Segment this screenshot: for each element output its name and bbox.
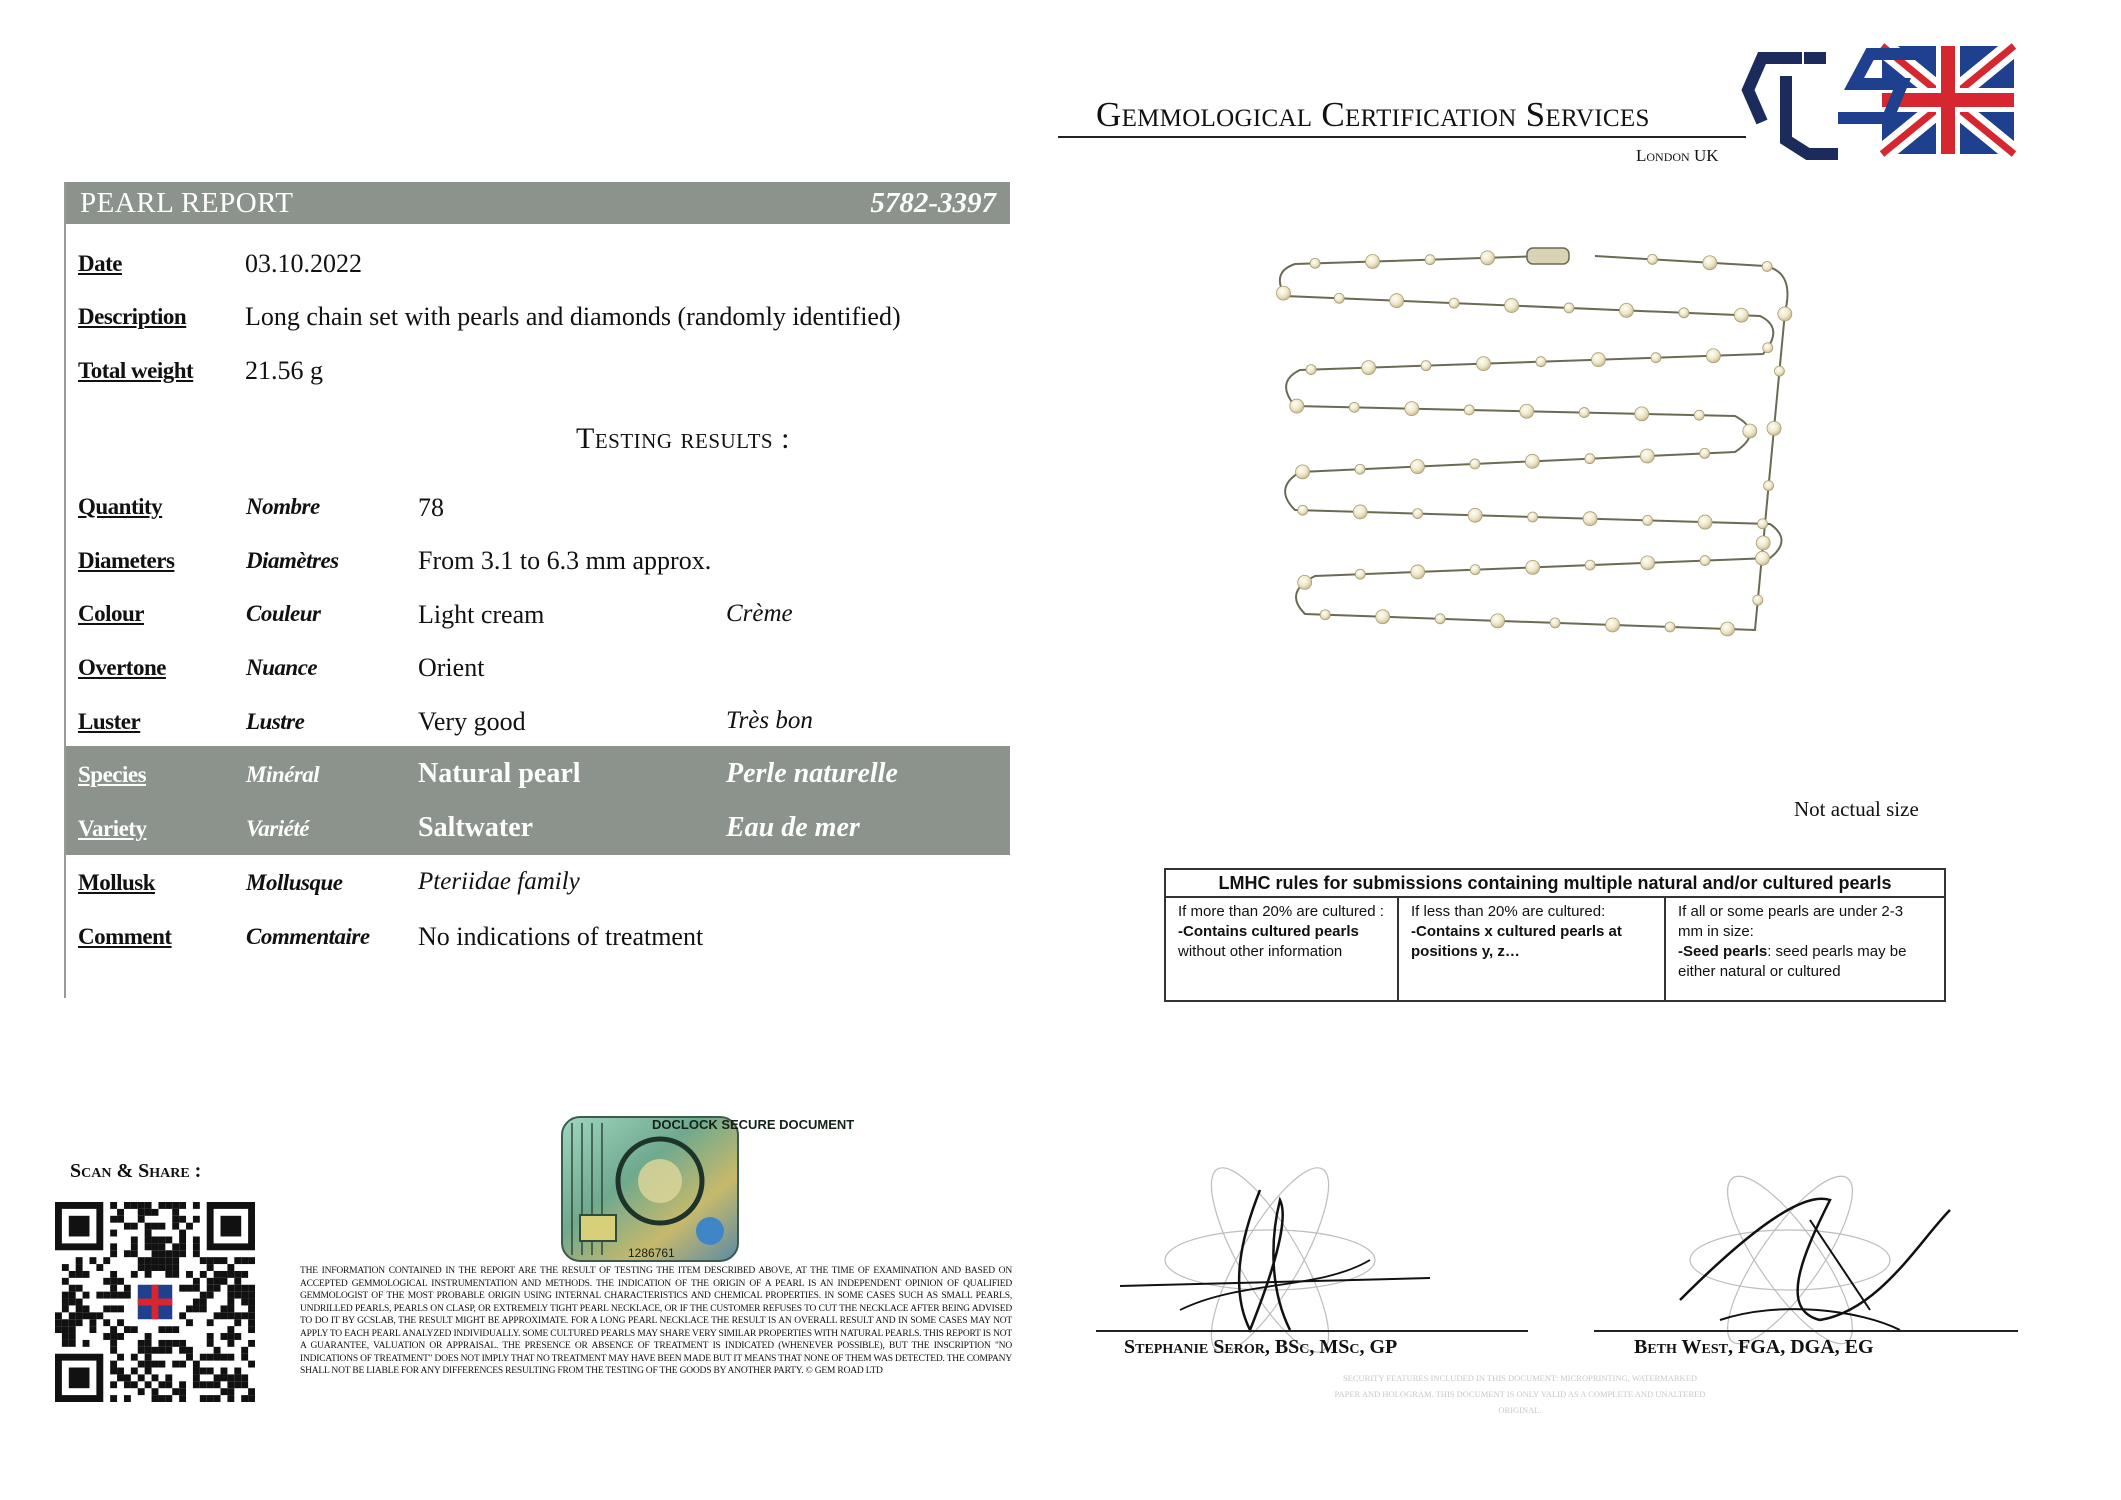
pearl-bead <box>1643 515 1653 525</box>
pearl-bead <box>1606 618 1620 632</box>
pearl-bead <box>1520 404 1534 418</box>
lmhc-col2-bold: -Contains x cultured pearls at positions y, z… <box>1411 923 1622 960</box>
species-label: Species <box>78 762 147 787</box>
comment-label-fr: Commentaire <box>246 924 370 949</box>
pearl-bead <box>1298 505 1308 515</box>
pearl-bead <box>1468 508 1482 522</box>
pearl-bead <box>1756 536 1770 550</box>
pearl-bead <box>1276 286 1290 300</box>
luster-label: Luster <box>78 709 141 734</box>
description-label: Description <box>78 304 187 329</box>
luster-value: Very good <box>418 707 526 736</box>
pearl-bead <box>1411 565 1425 579</box>
pearl-bead <box>1355 464 1365 474</box>
lmhc-column-2 <box>1399 898 1666 1000</box>
pearl-bead <box>1376 610 1390 624</box>
pearl-bead <box>1290 399 1304 413</box>
quantity-label-fr: Nombre <box>246 494 320 519</box>
pearl-bead <box>1694 410 1704 420</box>
hologram-number: 1286761 <box>628 1246 675 1260</box>
pearl-bead <box>1421 361 1431 371</box>
pearl-bead <box>1477 357 1491 371</box>
pearl-bead <box>1585 560 1595 570</box>
signature-line-2 <box>1594 1330 2018 1332</box>
colour-value-fr: Crème <box>726 600 793 627</box>
comment-label: Comment <box>78 924 172 949</box>
panel-border <box>64 182 66 998</box>
species-value: Natural pearl <box>418 758 581 789</box>
pearl-bead <box>1536 357 1546 367</box>
pearl-bead <box>1698 515 1712 529</box>
lmhc-col1-intro: If more than 20% are cultured : <box>1178 903 1384 920</box>
quantity-value: 78 <box>418 493 444 522</box>
pearl-bead <box>1320 610 1330 620</box>
mollusk-label: Mollusk <box>78 870 156 895</box>
lmhc-col3-rest: : seed pearls may be either natural or cultured <box>1678 943 1907 980</box>
organization-name: Gemmological Certification Services <box>1096 95 1650 134</box>
total-weight-value: 21.56 g <box>245 356 323 385</box>
signature-2 <box>1660 1180 1990 1340</box>
pearl-bead <box>1470 459 1480 469</box>
pearl-bead <box>1425 255 1435 265</box>
overtone-value: Orient <box>418 653 485 682</box>
pearl-bead <box>1619 303 1633 317</box>
lmhc-column-3 <box>1666 898 1944 1000</box>
pearl-bead <box>1310 258 1320 268</box>
header-divider <box>1058 136 1746 138</box>
quantity-label: Quantity <box>78 494 163 519</box>
signer-2-name: Beth West, FGA, DGA, EG <box>1634 1336 1874 1358</box>
colour-label: Colour <box>78 601 144 626</box>
scan-share-label: Scan & Share : <box>70 1160 202 1182</box>
signature-1 <box>1120 1180 1450 1340</box>
signer-1-name: Stephanie Seror, BSc, MSc, GP <box>1124 1336 1398 1358</box>
pearl-bead <box>1651 353 1661 363</box>
pearl-bead <box>1764 481 1774 491</box>
testing-results-heading: Testing results : <box>576 422 790 455</box>
pearl-bead <box>1706 349 1720 363</box>
date-value: 03.10.2022 <box>245 249 362 278</box>
lmhc-col3-bold: -Seed pearls <box>1678 943 1768 960</box>
lmhc-column-1 <box>1166 898 1399 1000</box>
pearl-bead <box>1564 303 1574 313</box>
pearl-bead <box>1762 261 1772 271</box>
report-number: 5782-3397 <box>870 187 996 219</box>
pearl-bead <box>1355 569 1365 579</box>
pearl-bead <box>1390 294 1404 308</box>
variety-label: Variety <box>78 816 147 841</box>
pearl-bead <box>1470 565 1480 575</box>
description-value: Long chain set with pearls and diamonds (randomly identified) <box>245 302 901 331</box>
pearl-bead <box>1635 407 1649 421</box>
pearl-bead <box>1641 556 1655 570</box>
pearl-bead <box>1449 298 1459 308</box>
hologram-text: DOCLOCK SECURE DOCUMENT <box>652 1117 855 1132</box>
pearl-bead <box>1585 454 1595 464</box>
pearl-bead <box>1410 460 1424 474</box>
not-actual-size-note: Not actual size <box>1794 797 1919 821</box>
variety-value-fr: Eau de mer <box>726 812 860 843</box>
pearl-bead <box>1366 255 1380 269</box>
pearl-bead <box>1583 512 1597 526</box>
pearl-bead <box>1774 366 1784 376</box>
pearl-bead <box>1413 509 1423 519</box>
diameters-label: Diameters <box>78 548 175 573</box>
pearl-bead <box>1700 448 1710 458</box>
pearl-bead <box>1665 622 1675 632</box>
pearl-bead <box>1679 308 1689 318</box>
security-fine-print: SECURITY FEATURES INCLUDED IN THIS DOCUMENT: MICROPRINTING, WATERMARKED PAPER AND HOLOGRAM. THIS DOCUMENT IS ONLY VALID AS A COMPLETE AND UNALTERED ORIGINAL. <box>1334 1373 1706 1415</box>
pearl-bead <box>1734 308 1748 322</box>
pearl-bead <box>1700 556 1710 566</box>
total-weight-label: Total weight <box>78 358 194 383</box>
pearl-bead <box>1758 519 1768 529</box>
colour-value: Light cream <box>418 600 545 629</box>
report-header-bar <box>66 182 1010 224</box>
species-label-fr: Minéral <box>246 762 320 787</box>
pearl-bead <box>1763 343 1773 353</box>
pearl-bead <box>1525 454 1539 468</box>
pearl-bead <box>1405 402 1419 416</box>
pearl-bead <box>1491 614 1505 628</box>
signature-line-1 <box>1096 1330 1528 1332</box>
overtone-label-fr: Nuance <box>246 655 318 680</box>
pearl-bead <box>1362 361 1376 375</box>
pearl-bead <box>1528 512 1538 522</box>
variety-value: Saltwater <box>418 812 534 843</box>
lmhc-title: LMHC rules for submissions containing multiple natural and/or cultured pearls <box>1166 870 1944 898</box>
pearl-bead <box>1591 353 1605 367</box>
qr-code[interactable] <box>55 1202 255 1402</box>
luster-value-fr: Très bon <box>726 707 813 734</box>
pearl-bead <box>1720 622 1734 636</box>
pearl-bead <box>1767 421 1781 435</box>
pearl-bead <box>1481 251 1495 265</box>
pearl-bead <box>1306 365 1316 375</box>
luster-label-fr: Lustre <box>246 709 305 734</box>
pearl-bead <box>1435 614 1445 624</box>
lmhc-rules-table <box>1164 868 1946 1002</box>
mollusk-value: Pteriidae family <box>418 868 580 895</box>
species-value-fr: Perle naturelle <box>726 758 898 789</box>
overtone-label: Overtone <box>78 655 166 680</box>
lmhc-col1-rest: without other information <box>1178 943 1343 960</box>
diameters-value: From 3.1 to 6.3 mm approx. <box>418 546 712 575</box>
disclaimer-text: THE INFORMATION CONTAINED IN THE REPORT ARE THE RESULT OF TESTING THE ITEM DESCRIBED ABOVE, AT THE TIME OF EXAMINATION AND BASED ON ACCEPTED GEMMOLOGICAL INSTRUMENTATION AND METHODS. THE INDICATION OF THE ORIGIN OF A PEARL IS AN INDEPENDENT OPINION OF QUALIFIED GEMMOLOGIST OF THE MOST PROBABLE ORIGIN USING INTERNAL CHARACTERISTICS AND CHEMICAL PROPERTIES. IN SOME CASES SUCH AS SMALL PEARLS, UNDRILLED PEARLS, PEARLS ON CLASP, OR EXTREMELY TIGHT PEARL NECKLACE, OR IF THE CUSTOMER REFUSES TO CUT THE NECKLACE AFTER BEING ADVISED TO DO IT BY GCSLAB, THE RESULT MIGHT BE APPROXIMATE. FOR A LONG PEARL NECKLACE THE RESULT IS AN OVERALL RESULT AND IN SOME CASES MAY NOT APPLY TO EACH PEARL ANALYZED INDIVIDUALLY. SOME CULTURED PEARLS MAY SHARE VERY SIMILAR PROPERTIES WITH NATURAL PEARLS. THIS REPORT IS NOT A GUARANTEE, VALUATION OR APPRAISAL. THE PRESENCE OR ABSENCE OF TREATMENT IS INDICATED (WHENEVER POSSIBLE), BUT THE INSCRIPTION "NO INDICATIONS OF TREATMENT" DOES NOT IMPLY THAT NO TREATMENT MAY HAVE BEEN MADE BUT IT MEANS THAT NONE OF THEM WAS DETECTED. THE COMPANY SHALL NOT BE LIABLE FOR ANY DIFFERENCES RESULTING FROM THE TESTING OF THE GOODS BY ANOTHER PARTY. © GEM ROAD LTD <box>300 1266 1012 1376</box>
pearl-bead <box>1579 408 1589 418</box>
pearl-bead <box>1778 307 1792 321</box>
pearl-bead <box>1353 505 1367 519</box>
pearl-bead <box>1743 424 1757 438</box>
comment-value: No indications of treatment <box>418 922 704 951</box>
pearl-bead <box>1703 256 1717 270</box>
diameters-label-fr: Diamètres <box>246 548 339 573</box>
colour-label-fr: Couleur <box>246 601 321 626</box>
organization-location: London UK <box>1636 146 1719 165</box>
pearl-bead <box>1334 293 1344 303</box>
pearl-bead <box>1526 560 1540 574</box>
pearl-bead <box>1464 405 1474 415</box>
doclock-hologram <box>560 1115 855 1263</box>
pearl-bead <box>1756 551 1770 565</box>
report-title: PEARL REPORT <box>80 187 294 219</box>
variety-label-fr: Variété <box>246 816 309 841</box>
pearl-bead <box>1296 465 1310 479</box>
pearl-bead <box>1505 299 1519 313</box>
necklace-photo <box>1265 242 1805 712</box>
gcs-logo-icon <box>1742 42 2018 160</box>
pearl-bead <box>1550 618 1560 628</box>
pearl-bead <box>1753 595 1763 605</box>
lmhc-col3-intro: If all or some pearls are under 2-3 mm in size: <box>1678 903 1904 940</box>
lmhc-col1-bold: -Contains cultured pearls <box>1178 923 1359 940</box>
pearl-bead <box>1640 449 1654 463</box>
lmhc-col2-intro: If less than 20% are cultured: <box>1411 903 1606 920</box>
mollusk-label-fr: Mollusque <box>246 870 343 895</box>
pearl-bead <box>1647 254 1657 264</box>
date-label: Date <box>78 251 122 276</box>
pearl-bead <box>1298 575 1312 589</box>
pearl-bead <box>1349 402 1359 412</box>
